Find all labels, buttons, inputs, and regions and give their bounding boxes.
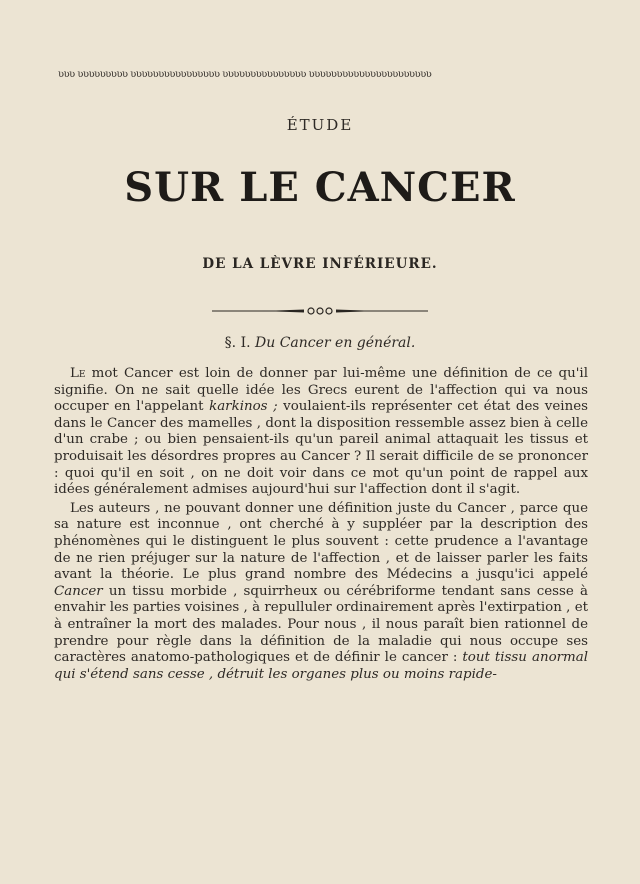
section-heading: [0, 335, 640, 351]
body-text: [54, 366, 588, 683]
paragraph-text: un tissu morbide , squirrheux ou cérébriforme tendant sans cesse à envahir les parties voisines , à repulluler ordinairement après l'extirpation , et à entraîner la mort des malades. Pour nous , il nous paraît bien rationnel de prendre pour règle dans la définition de la maladie qui nous occupe ses caractères anatomo-pathologiques et de définir le cancer :: [54, 583, 588, 666]
paragraph-text: mot Cancer est loin de donner par lui-même une définition de ce qu'il signifie. On ne sait quelle idée les Grecs eurent de l'affection qui va nous occuper en l'appelant: [54, 366, 588, 415]
page-title: SUR LE CANCER: [124, 164, 516, 211]
paragraph-italic: karkinos ;: [209, 399, 278, 415]
paragraph: [54, 501, 588, 684]
paragraph-text: Les auteurs , ne pouvant donner une définition juste du Cancer , parce que sa nature est inconnue , ont cherché à y suppléer par la description des phénomènes qui le distinguent le plus souvent : cette prudence a l'avantage de ne rien préjuger sur la nature de l'affection , et de laisser parler les faits avant la théorie. Le plus grand nombre des Médecins a jusqu'ici appelé: [54, 500, 588, 583]
paragraph-text: voulaient-ils représenter cet état des veines dans le Cancer des mamelles , dont la disposition ressemble assez bien à celle d'un crabe ; ou bien pensaient-ils qu'un pareil animal attaquait les tissus et produisait les désordres propres au Cancer ? Il serait difficile de se prononcer : quoi qu'il en soit , on ne doit voir dans ce mot qu'un point de rappel aux idées généralement admises aujourd'hui sur l'affection dont il s'agit.: [54, 399, 588, 498]
paragraph-lead: Le: [70, 366, 86, 381]
heading-etude: ÉTUDE: [286, 116, 354, 134]
page-subtitle: DE LA LÈVRE INFÉRIEURE.: [202, 256, 438, 272]
section-title: Du Cancer en général.: [255, 335, 416, 351]
paragraph-italic: Cancer: [54, 583, 103, 599]
paragraph-italic: tout tissu anormal qui s'étend sans cesse , détruit les organes plus ou moins rapide-: [54, 650, 588, 682]
ornamental-divider: [212, 304, 428, 318]
ornamental-border: ʋʋʋ ʋʋʋʋʋʋʋʋʋ ʋʋʋʋʋʋʋʋʋʋʋʋʋʋʋʋ ʋʋʋʋʋʋʋʋʋʋʋʋʋʋʋ ʋʋʋʋʋʋʋʋʋʋʋʋʋʋʋʋʋʋʋʋʋʋ: [58, 69, 432, 80]
paragraph: [54, 366, 588, 499]
section-number: §. I.: [224, 335, 251, 351]
